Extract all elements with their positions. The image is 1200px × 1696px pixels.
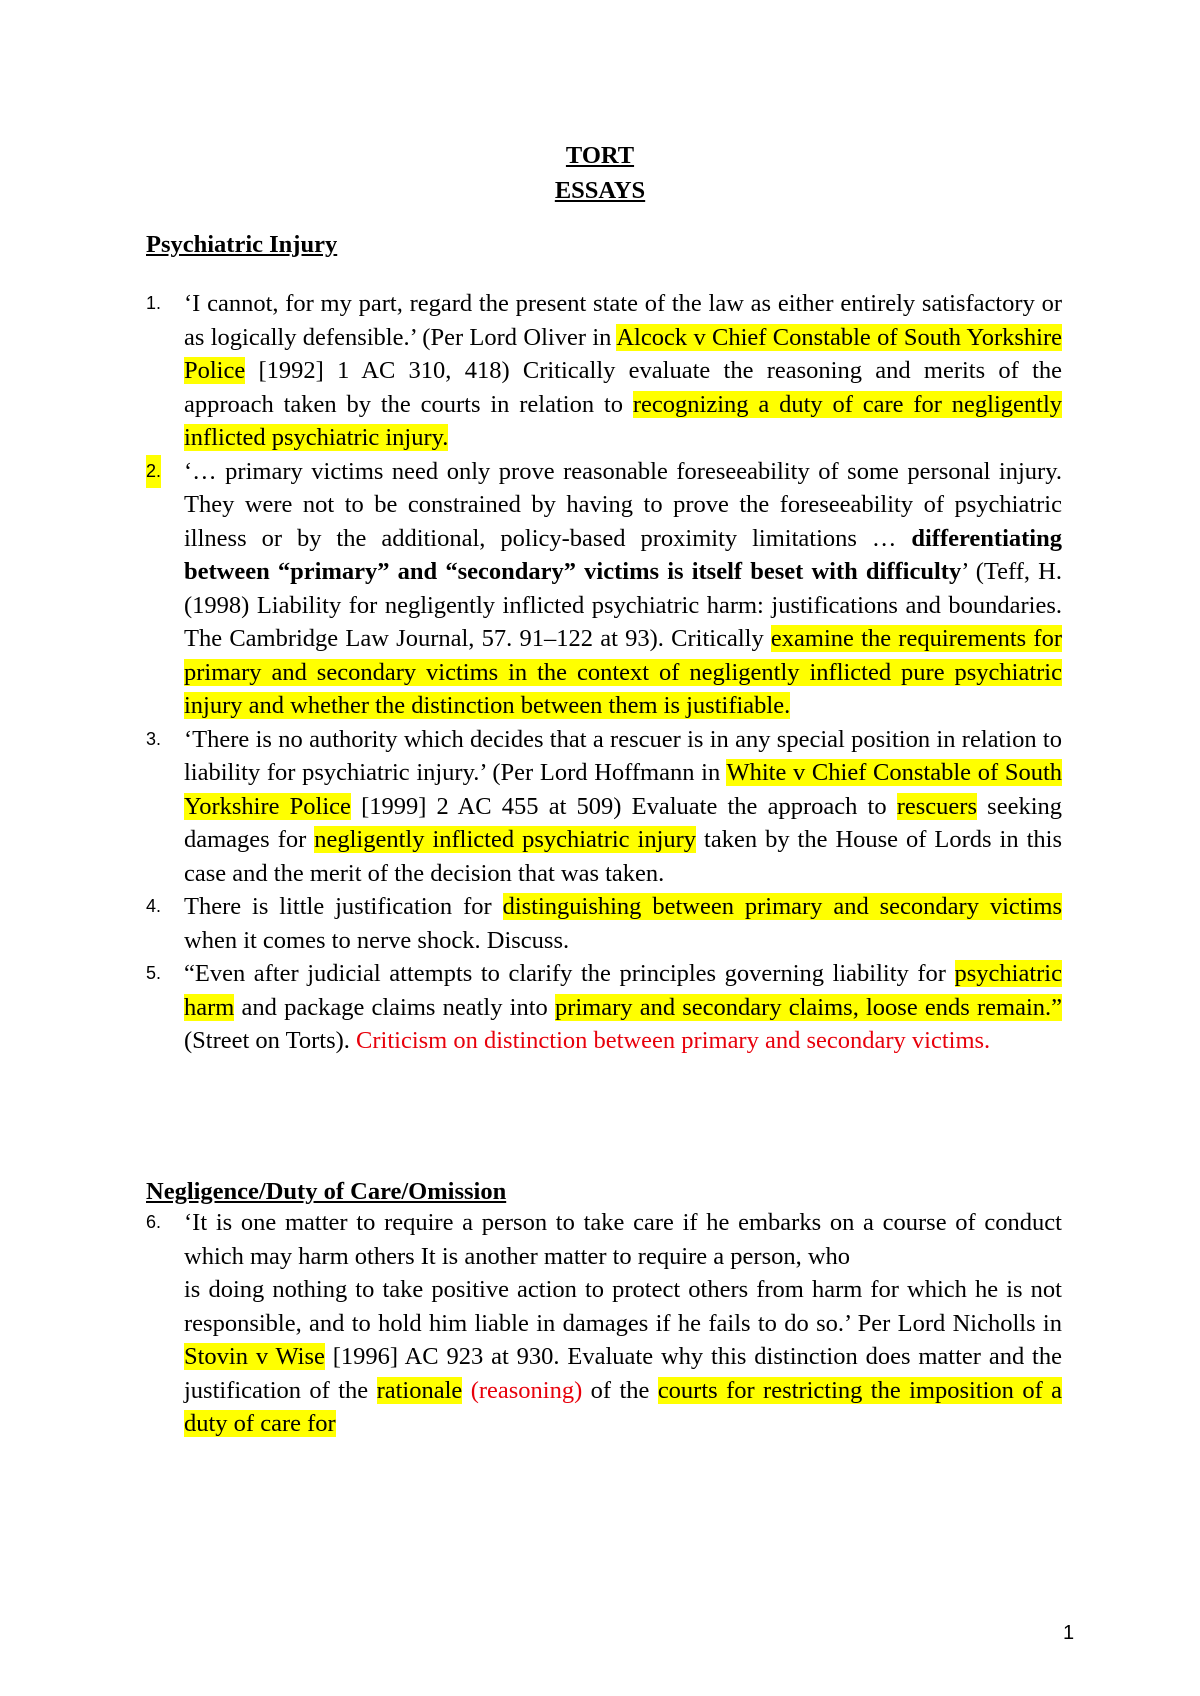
section-heading-psychiatric-injury: Psychiatric Injury: [146, 231, 338, 258]
question-number: 1.: [146, 293, 162, 313]
highlighted-text: Stovin v Wise: [184, 1343, 325, 1370]
highlighted-text: psychiatric harm: [184, 960, 1062, 1021]
question-list-psychiatric: [146, 287, 1062, 1058]
section-heading-negligence: Negligence/Duty of Care/Omission: [146, 1178, 507, 1205]
question-number: 6.: [146, 1212, 162, 1232]
highlighted-text: Alcock v Chief Constable of South Yorkshire Police: [184, 323, 1062, 384]
question-text: [462, 1377, 470, 1404]
highlighted-text: examine the requirements for primary and secondary victims in the context of negligently inflicted pure psychiatric injury and whether the distinction between them is justifiable.: [184, 625, 1062, 719]
red-annotation-text: Criticism on distinction between primary and secondary victims.: [356, 1027, 991, 1054]
question-text: ‘I cannot, for my part, regard the present state of the law as either entirely satisfactory or as logically defensible.’ (Per Lord Oliver in: [184, 290, 1062, 351]
title-line-2: ESSAYS: [554, 177, 646, 204]
question-text: of the: [582, 1376, 658, 1404]
question-text: (Street on Torts).: [184, 1027, 357, 1054]
highlighted-text: rescuers: [896, 792, 977, 820]
question-text: taken by the House of Lords in this case and the merit of the decision that was taken.: [184, 826, 1062, 887]
highlighted-text: White v Chief Constable of South Yorkshire Police: [184, 759, 1062, 820]
question-item: [146, 723, 1062, 891]
question-text: ‘… primary victims need only prove reasonable foreseeability of some personal injury. They were not to be constrained by having to prove the foreseeability of psychiatric illness or by the additional, policy-based proximity limitations …: [184, 457, 1062, 552]
question-number: 2.: [146, 455, 161, 489]
question-item: [146, 890, 1062, 957]
question-number: 3.: [146, 728, 162, 749]
question-list-negligence: [146, 1206, 1062, 1441]
question-text: There is little justification for: [184, 893, 503, 920]
question-item: [146, 957, 1062, 1058]
question-text: [1996] AC 923 at 930. Evaluate why this distinction does matter and the justification of the: [184, 1343, 1062, 1404]
question-text: [1992] 1 AC 310, 418) Critically evaluate the reasoning and merits of the approach taken by the courts in relation to: [184, 357, 1062, 418]
question-text: when it comes to nerve shock. Discuss.: [184, 926, 570, 954]
question-text: ’ (Teff, H. (1998) Liability for negligently inflicted psychiatric harm: justifications and boundaries. The Cambridge Law Journal, 57. 91–122 at 93). Critically: [184, 558, 1062, 652]
question-text: ‘There is no authority which decides that a rescuer is in any special position in relation to liability for psychiatric injury.’ (Per Lord Hoffmann in: [184, 725, 1062, 786]
question-text: [1999] 2 AC 455 at 509) Evaluate the approach to: [350, 792, 897, 820]
highlighted-text: primary and secondary claims, loose ends remain.”: [554, 993, 1063, 1021]
question-text: differentiating between “primary” and “secondary” victims is itself beset with difficulty: [184, 524, 1062, 585]
page-number: 1: [1063, 1622, 1075, 1644]
question-text: ‘It is one matter to require a person to take care if he embarks on a course of conduct which may harm others It is another matter to require a person, who: [184, 1209, 1062, 1270]
document-title: [0, 138, 1200, 208]
highlighted-text: negligently inflicted psychiatric injury: [314, 826, 697, 853]
question-number: 5.: [146, 963, 162, 983]
red-annotation-text: (reasoning): [470, 1376, 583, 1404]
highlighted-text: rationale: [376, 1376, 463, 1404]
title-line-1: TORT: [565, 142, 635, 169]
question-item: [146, 1206, 1062, 1441]
question-text: is doing nothing to take positive action to protect others from harm for which he is not responsible, and to hold him liable in damages if he fails to do so.’ Per Lord Nicholls in: [184, 1276, 1062, 1337]
highlighted-text: distinguishing between primary and secondary victims: [502, 893, 1062, 920]
question-text: and package claims neatly into: [234, 993, 555, 1021]
question-number: 4.: [146, 896, 162, 916]
question-text: “Even after judicial attempts to clarify the principles governing liability for: [184, 960, 955, 987]
highlighted-text: recognizing a duty of care for negligently inflicted psychiatric injury.: [184, 390, 1062, 451]
question-text: seeking damages for: [184, 792, 1062, 853]
question-item: [146, 287, 1062, 455]
question-item: [146, 455, 1062, 723]
highlighted-text: courts for restricting the imposition of a duty of care for: [184, 1376, 1063, 1437]
